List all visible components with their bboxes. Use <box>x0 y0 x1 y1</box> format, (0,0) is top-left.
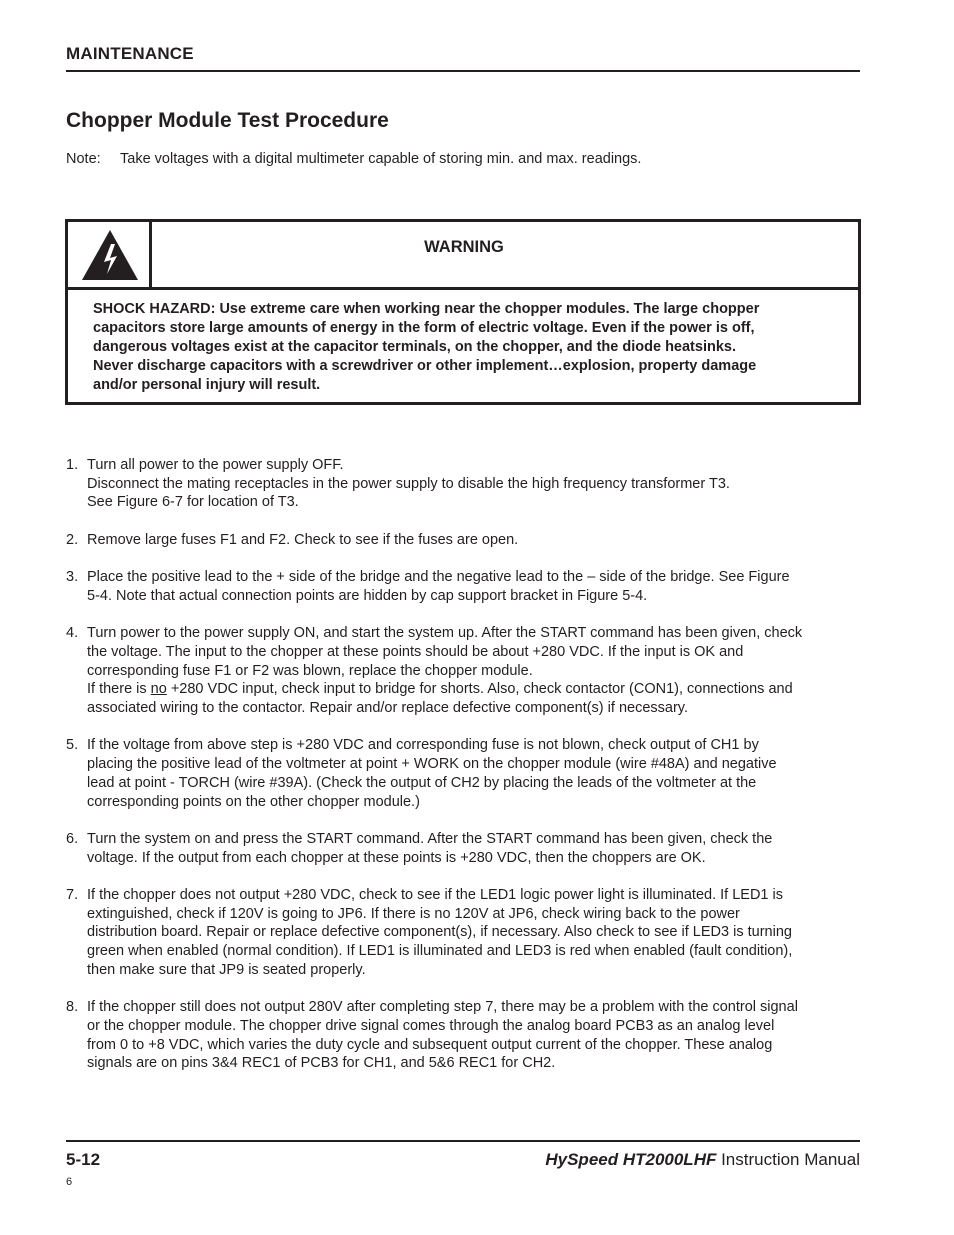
step-line: corresponding fuse F1 or F2 was blown, replace the chopper module. <box>87 662 533 679</box>
step-line: lead at point - TORCH (wire #39A). (Check the output of CH2 by placing the leads of the voltmeter at the <box>87 774 757 791</box>
manual-label: Instruction Manual <box>716 1150 860 1169</box>
step-6 <box>66 830 862 867</box>
step-number: 7. <box>66 887 79 904</box>
warning-line: capacitors store large amounts of energy in the form of electric voltage. Even if the power is off, <box>93 320 755 336</box>
warning-icon-cell <box>68 222 152 287</box>
note <box>66 151 641 167</box>
step-text: +280 VDC input, check input to bridge for shorts. Also, check contactor (CON1), connections and <box>166 681 793 698</box>
warning-line: SHOCK HAZARD: Use extreme care when working near the chopper modules. The large chopper <box>93 301 760 317</box>
warning-line: dangerous voltages exist at the capacitor terminals, on the chopper, and the diode heatsinks. <box>93 339 736 355</box>
step-line: Turn the system on and press the START command. After the START command has been given, check the <box>87 830 773 847</box>
step-line: distribution board. Repair or replace defective component(s), if necessary. Also check to see if LED3 is turning <box>87 924 792 941</box>
underlined-word: no <box>150 681 167 698</box>
step-line: placing the positive lead of the voltmeter at point + WORK on the chopper module (wire #48A) and negative <box>87 756 777 773</box>
step-line: green when enabled (normal condition). If LED1 is illuminated and LED3 is red when enabled (fault condition), <box>87 943 793 960</box>
step-text: If there is <box>87 681 151 698</box>
step-line: See Figure 6-7 for location of T3. <box>87 494 299 511</box>
electric-shock-warning-icon <box>80 228 140 282</box>
step-line: If the chopper does not output +280 VDC, check to see if the LED1 logic power light is illuminated. If LED1 is <box>87 887 783 904</box>
step-number: 6. <box>66 830 79 847</box>
page-title: Chopper Module Test Procedure <box>66 109 389 132</box>
procedure-steps <box>66 456 862 1092</box>
step-4 <box>66 624 862 718</box>
step-line: Place the positive lead to the + side of the bridge and the negative lead to the – side of the bridge. See Figure <box>87 569 790 586</box>
step-line <box>87 680 862 699</box>
step-line: associated wiring to the contactor. Repair and/or replace defective component(s) if necessary. <box>87 700 688 717</box>
warning-title: WARNING <box>424 238 504 256</box>
step-1 <box>66 456 862 512</box>
step-3 <box>66 568 862 605</box>
step-number: 1. <box>66 457 79 473</box>
step-number: 3. <box>66 569 79 586</box>
step-line: If the voltage from above step is +280 VDC and corresponding fuse is not blown, check output of CH1 by <box>87 737 759 754</box>
warning-divider <box>68 287 858 290</box>
step-line: from 0 to +8 VDC, which varies the duty cycle and subsequent output current of the chopper. These analog <box>87 1036 773 1053</box>
step-line: voltage. If the output from each chopper at these points is +280 VDC, then the choppers are OK. <box>87 849 706 866</box>
footer-rule <box>66 1140 860 1142</box>
warning-box <box>65 219 861 405</box>
step-number: 8. <box>66 999 79 1016</box>
step-line: Remove large fuses F1 and F2. Check to see if the fuses are open. <box>87 531 519 548</box>
page-number: 5-12 <box>66 1150 101 1169</box>
step-number: 2. <box>66 531 79 548</box>
step-line: If the chopper still does not output 280V after completing step 7, there may be a problem with the control signal <box>87 999 798 1016</box>
step-line: Turn all power to the power supply OFF. <box>87 457 344 473</box>
page-sub-number: 6 <box>66 1176 73 1188</box>
step-number: 4. <box>66 625 79 642</box>
step-8 <box>66 998 862 1073</box>
step-line: extinguished, check if 120V is going to JP6. If there is no 120V at JP6, check wiring back to the power <box>87 905 740 922</box>
step-line: Turn power to the power supply ON, and start the system up. After the START command has been given, check <box>87 625 803 642</box>
step-2 <box>66 531 862 550</box>
step-line: the voltage. The input to the chopper at these points should be about +280 VDC. If the input is OK and <box>87 643 744 660</box>
warning-text <box>93 300 833 395</box>
header-rule <box>66 70 860 72</box>
step-line: or the chopper module. The chopper drive signal comes through the analog board PCB3 as an analog level <box>87 1017 775 1034</box>
section-header: MAINTENANCE <box>66 44 194 63</box>
note-text: Take voltages with a digital multimeter capable of storing min. and max. readings. <box>120 151 642 167</box>
note-label: Note: <box>66 151 101 167</box>
step-line: corresponding points on the other chopper module.) <box>87 793 420 810</box>
step-7 <box>66 886 862 980</box>
step-5 <box>66 736 862 811</box>
manual-title <box>545 1150 860 1170</box>
step-number: 5. <box>66 737 79 754</box>
warning-line: Never discharge capacitors with a screwdriver or other implement…explosion, property damage <box>93 358 757 374</box>
step-line: signals are on pins 3&4 REC1 of PCB3 for CH1, and 5&6 REC1 for CH2. <box>87 1055 556 1072</box>
product-name: HySpeed HT2000LHF <box>545 1150 717 1169</box>
warning-line: and/or personal injury will result. <box>93 377 321 393</box>
step-line: Disconnect the mating receptacles in the power supply to disable the high frequency transformer T3. <box>87 475 730 492</box>
step-line: then make sure that JP9 is seated properly. <box>87 961 366 978</box>
step-line: 5-4. Note that actual connection points are hidden by cap support bracket in Figure 5-4. <box>87 587 648 604</box>
